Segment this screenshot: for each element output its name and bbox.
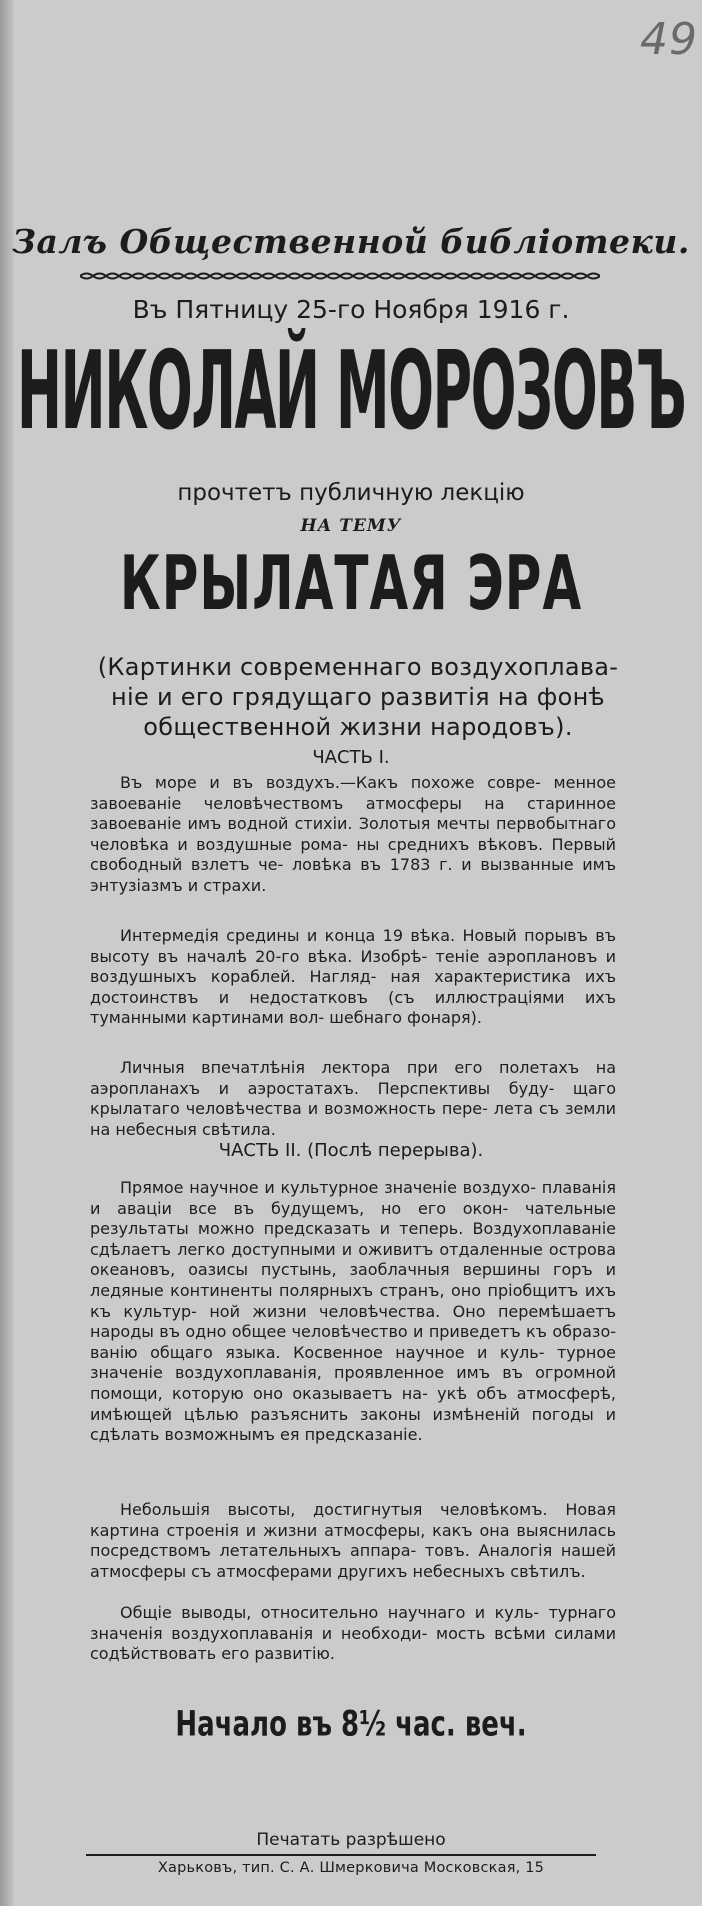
part-1-paragraph: Въ море и въ воздухъ.—Какъ похоже совре- менное завоеваніе человѣчествомъ атмосферы на старинное завоеваніе имъ водной стихіи. Золотыя мечты первобытнаго человѣка и воздушные рома- ны среднихъ вѣковъ. Первый свободный взлетъ че- ловѣка въ 1783 г. и вызванные имъ энтузіазмъ и страхи. — [90, 773, 616, 895]
footer-rule — [86, 1854, 596, 1856]
ornament-divider — [80, 271, 600, 281]
lecturer-name: НИКОЛАЙ МОРОЗОВЪ — [16, 328, 686, 454]
part-1-paragraph: Интермедія средины и конца 19 вѣка. Новый порывъ въ высоту въ началѣ 20-го вѣка. Изобрѣ- теніе аэроплановъ и воздушныхъ кораблей. Нагляд- ная характеристика ихъ достоинствъ и недостатковъ (съ иллюстраціями ихъ туманными картинами вол- шебнаго фонаря). — [90, 926, 616, 1028]
part-2-heading: ЧАСТЬ II. (Послѣ перерыва). — [218, 1140, 484, 1161]
lecture-subtitle: (Картинки современнаго воздухоплава- ніе и его грядущаго развитія на фонѣ общественной жизни народовъ). — [97, 653, 619, 741]
part-2-paragraph: Общіе выводы, относительно научнаго и куль- турнаго значенія воздухоплаванія и необходи- мость всѣми силами содѣйствовать его развитію. — [90, 1603, 616, 1664]
on-topic-label: НА ТЕМУ — [300, 516, 402, 536]
part-1-paragraph: Личныя впечатлѣнія лектора при его полетахъ на аэропланахъ и аэростатахъ. Перспективы буду- щаго крылатаго человѣчества и возможность пере- лета съ земли на небесныя свѣтила. — [90, 1058, 616, 1139]
lecture-title: КРЫЛАТАЯ ЭРА — [119, 540, 583, 627]
page-edge-shadow — [0, 0, 14, 1906]
lecture-announcement: прочтетъ публичную лекцію — [177, 480, 525, 506]
part-2-paragraph: Прямое научное и культурное значеніе воздухо- плаванія и аваціи все въ будущемъ, но его окон- чательные результаты можно предсказать и теперь. Воздухоплаваніе сдѣлаетъ легко доступными и оживитъ отдаленные острова океановъ, оазисы пустынь, заоблачныя вершины горъ и ледяные континенты полярныхъ странъ, оно пріобщитъ ихъ къ культур- ной жизни человѣчества. Оно перемѣшаетъ народы въ одно общее человѣчество и приведетъ къ образо- ванію общаго языка. Косвенное научное и куль- турное значеніе воздухоплаванія, проявленное имъ въ огромной помощи, которую оно оказываетъ на- укѣ объ атмосферѣ, имѣющей цѣлью разъяснить законы измѣненій погоды и сдѣлать возможнымъ ея предсказаніе. — [90, 1178, 616, 1445]
start-time: Начало въ 8½ час. веч. — [175, 1704, 527, 1745]
printer-imprint: Харьковъ, тип. С. А. Шмерковича Московская, 15 — [157, 1860, 545, 1876]
archive-number: 49 — [640, 14, 698, 65]
part-2-paragraph: Небольшія высоты, достигнутыя человѣкомъ. Новая картина строенія и жизни атмосферы, какъ она выяснилась посредствомъ летательныхъ аппара- товъ. Аналогія нашей атмосферы съ атмосферами другихъ небесныхъ свѣтилъ. — [90, 1500, 616, 1581]
venue-heading: Залъ Общественной библіотеки. — [12, 222, 690, 261]
part-1-heading: ЧАСТЬ I. — [312, 747, 390, 768]
censor-approval: Печатать разрѣшено — [256, 1830, 446, 1850]
event-date: Въ Пятницу 25-го Ноября 1916 г. — [132, 295, 570, 324]
